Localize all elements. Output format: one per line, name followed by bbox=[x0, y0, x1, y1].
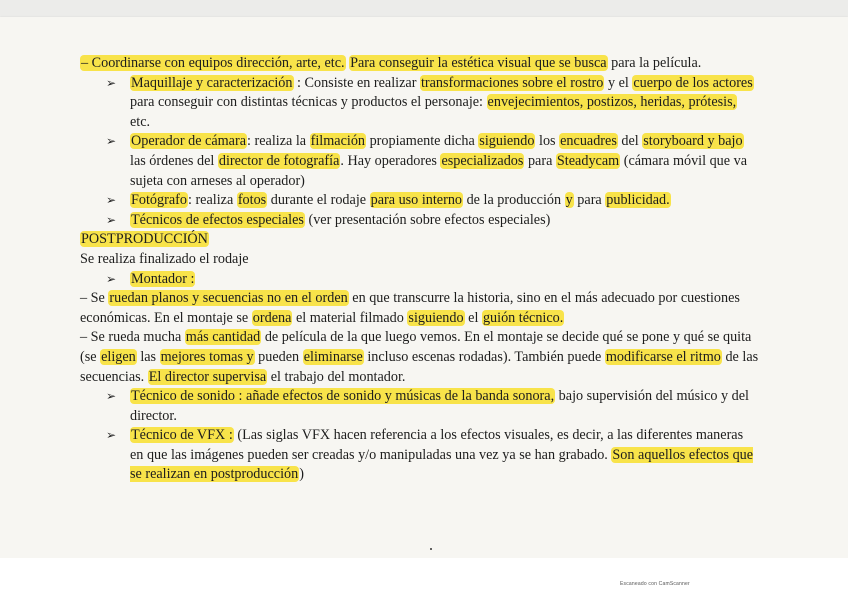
text: para la película. bbox=[607, 55, 702, 71]
highlight: eliminarse bbox=[303, 348, 363, 365]
highlight: Técnicos de efectos especiales bbox=[131, 211, 304, 228]
list-item-sonido bbox=[80, 387, 760, 426]
text: del bbox=[617, 133, 643, 150]
highlight: Fotógrafo bbox=[131, 192, 187, 209]
document-body bbox=[80, 54, 760, 485]
highlight: mejores tomas y bbox=[160, 348, 254, 365]
arrow-bullet-icon: ➢ bbox=[106, 193, 117, 208]
highlight: siguiendo bbox=[408, 309, 464, 326]
text: durante el rodaje bbox=[267, 192, 370, 209]
highlight: siguiendo bbox=[479, 133, 535, 150]
text: y el bbox=[604, 74, 633, 91]
section-heading bbox=[80, 230, 760, 250]
text: de película de la que luego vemos. En el montaje se decide qué se pone y qué se quita (se bbox=[80, 329, 752, 365]
highlight: fotos bbox=[237, 192, 267, 209]
highlight: Maquillaje y caracterización bbox=[131, 74, 293, 91]
highlight: POSTPRODUCCIÓN bbox=[81, 231, 208, 248]
highlight: cuerpo de los actores bbox=[633, 74, 753, 91]
page-bottom-margin bbox=[0, 558, 848, 599]
text: – Se rueda mucha bbox=[80, 329, 185, 346]
highlight: filmación bbox=[310, 133, 366, 150]
list-item-maquillaje bbox=[80, 74, 760, 133]
arrow-bullet-icon: ➢ bbox=[106, 428, 117, 443]
text: las bbox=[136, 348, 160, 365]
list-item-vfx bbox=[80, 426, 760, 485]
highlight: transformaciones sobre el rostro bbox=[420, 74, 604, 91]
text: etc. bbox=[130, 113, 151, 130]
text: (ver presentación sobre efectos especiales) bbox=[304, 211, 551, 228]
list-item-tecnicos-efectos bbox=[80, 211, 760, 231]
highlight: Para conseguir la estética visual que se busca bbox=[350, 55, 607, 71]
text: de las secuencias. bbox=[80, 348, 759, 385]
highlight: – Coordinarse con equipos dirección, arte, etc. bbox=[81, 55, 345, 71]
text: : realiza la bbox=[247, 133, 310, 150]
text: (Las siglas VFX hacen referencia a los efectos visuales, es decir, a las diferentes maneras en que las imágenes pueden ser creadas y/o manipuladas una vez ya se han grabado. bbox=[130, 427, 744, 463]
list-item-montador bbox=[80, 270, 760, 290]
text: : realiza bbox=[187, 192, 237, 209]
highlight: director de fotografía bbox=[218, 152, 340, 169]
text: . Hay operadores bbox=[340, 152, 441, 169]
paragraph-coordinarse bbox=[80, 54, 760, 74]
ink-dot bbox=[430, 548, 432, 550]
text: las órdenes del bbox=[130, 152, 218, 169]
highlight: Operador de cámara bbox=[131, 133, 247, 150]
text: para bbox=[573, 192, 606, 209]
text: bajo supervisión del músico y del director. bbox=[130, 388, 749, 424]
highlight: storyboard y bajo bbox=[643, 133, 743, 150]
paragraph-cantidad bbox=[80, 328, 760, 387]
intro-line: Se realiza finalizado el rodaje bbox=[80, 250, 249, 267]
highlight: modificarse el ritmo bbox=[605, 348, 721, 365]
arrow-bullet-icon: ➢ bbox=[106, 271, 117, 286]
highlight: eligen bbox=[101, 348, 136, 365]
text: (cámara móvil que va sujeta con arneses al operador) bbox=[130, 152, 748, 189]
text: el material filmado bbox=[292, 309, 408, 326]
highlight: ruedan planos y secuencias no en el orden bbox=[109, 290, 348, 307]
text: de la producción bbox=[463, 192, 565, 209]
highlight: publicidad. bbox=[606, 192, 670, 209]
text: propiamente dicha bbox=[366, 133, 479, 150]
list-item-fotografo bbox=[80, 191, 760, 211]
arrow-bullet-icon: ➢ bbox=[106, 389, 117, 404]
highlight: ordena bbox=[252, 309, 292, 326]
highlight: para uso interno bbox=[370, 192, 463, 209]
arrow-bullet-icon: ➢ bbox=[106, 212, 117, 227]
text: el bbox=[464, 309, 482, 326]
highlight: Técnico de sonido : añade efectos de sonido y músicas de la banda sonora, bbox=[131, 388, 555, 405]
text: ) bbox=[299, 466, 304, 483]
highlight: Steadycam bbox=[556, 152, 620, 169]
highlight: El director supervisa bbox=[148, 368, 267, 385]
list-item-operador bbox=[80, 132, 760, 191]
text: : Consiste en realizar bbox=[293, 74, 420, 91]
paragraph-ruedan bbox=[80, 289, 760, 328]
arrow-bullet-icon: ➢ bbox=[106, 134, 117, 149]
scanner-watermark: Escaneado con CamScanner bbox=[620, 581, 690, 587]
text: para bbox=[524, 152, 556, 169]
text: pueden bbox=[254, 348, 303, 365]
text: para conseguir con distintas técnicas y productos el personaje: bbox=[130, 94, 487, 111]
text: el trabajo del montador. bbox=[267, 368, 406, 385]
arrow-bullet-icon: ➢ bbox=[106, 75, 117, 90]
highlight: especializados bbox=[441, 152, 524, 169]
text: en que transcurre la historia, sino en el más adecuado por cuestiones económicas. En el montaje se bbox=[80, 290, 740, 326]
highlight: envejecimientos, postizos, heridas, prótesis, bbox=[487, 94, 737, 111]
text: incluso escenas rodadas). También puede bbox=[363, 348, 605, 365]
highlight: más cantidad bbox=[185, 329, 261, 346]
text: los bbox=[535, 133, 560, 150]
highlight: Montador : bbox=[131, 270, 195, 287]
highlight: guión técnico. bbox=[482, 309, 564, 326]
text: – Se bbox=[80, 290, 109, 307]
highlight: y bbox=[565, 192, 573, 209]
highlight: encuadres bbox=[560, 133, 617, 150]
highlight: Son aquellos efectos que se realizan en postproducción bbox=[130, 446, 754, 483]
highlight: Técnico de VFX : bbox=[131, 427, 233, 444]
